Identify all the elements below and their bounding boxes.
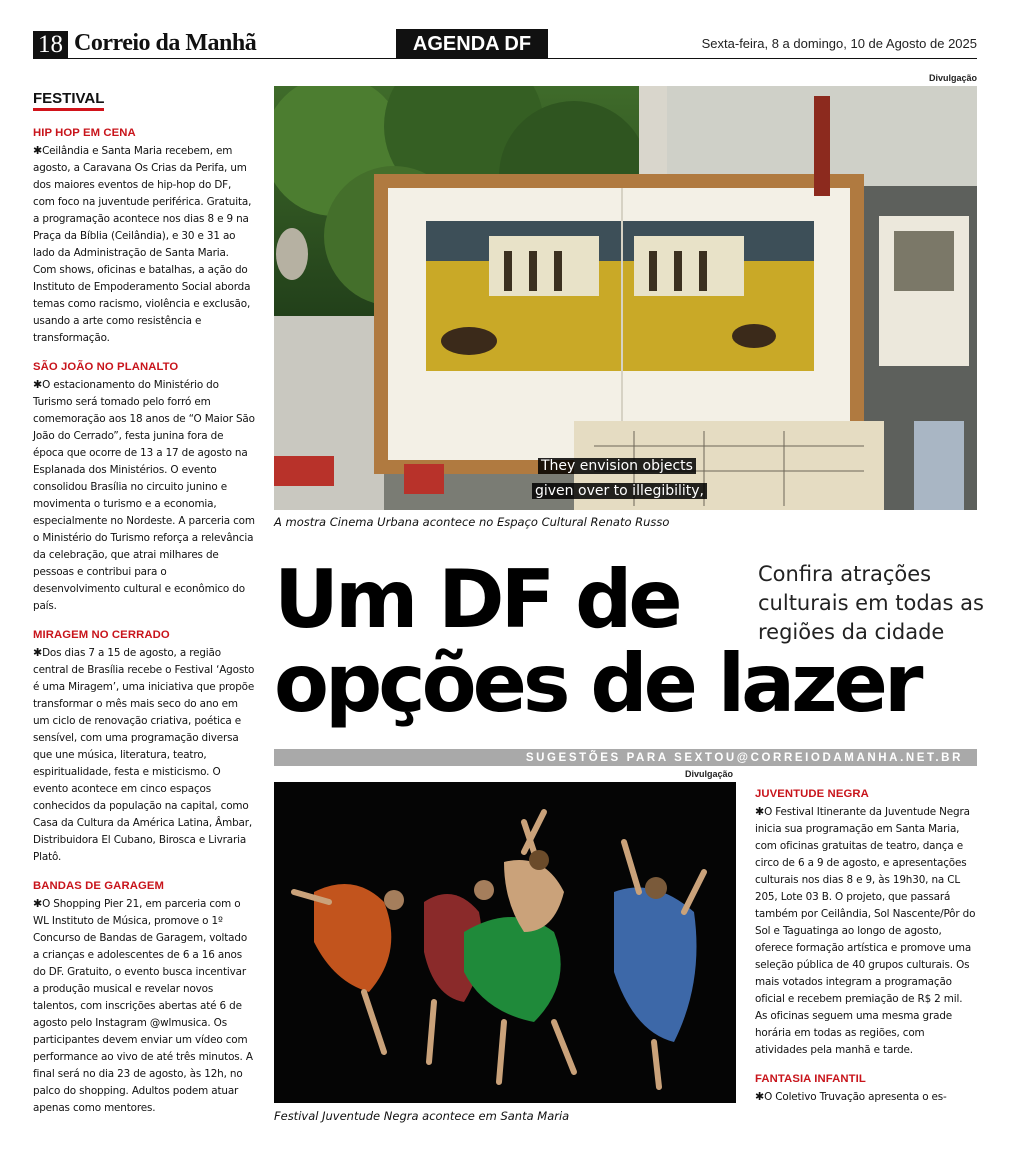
dance-photo-illustration bbox=[274, 782, 736, 1103]
section-kicker: FESTIVAL bbox=[33, 90, 104, 111]
article-body: ✱O estacionamento do Ministério do Turismo será tomado pelo forró em comemoração aos 18 anos de “O Maior São João do Cerrado”, festa junina fora de época que ocorre de 13 a 17 de agosto na Esplanada dos Ministérios. O evento consolidou Brasília no circuito junino e movimenta o turismo e a economia, especialmente no Nordeste. A parceria com o Ministério do Turismo reforça a relevância da celebração, que atrai milhares de pessoas e contribui para o desenvolvimento cultural e econômico do país. bbox=[33, 378, 255, 612]
bullet-star-icon: ✱ bbox=[755, 805, 765, 818]
right-column bbox=[755, 788, 977, 1115]
newspaper-name: Correio da Manhã bbox=[74, 30, 257, 56]
contact-bar: SUGESTÕES PARA SEXTOU@CORREIODAMANHA.NET.BR bbox=[274, 749, 977, 766]
video-subtitle-line: They envision objects bbox=[538, 457, 696, 475]
section-title: AGENDA DF bbox=[396, 29, 548, 58]
article-body: ✱O Coletivo Truvação apresenta o es- bbox=[755, 1090, 947, 1103]
article-title: HIP HOP EM CENA bbox=[33, 127, 136, 139]
article-body: ✱Ceilândia e Santa Maria recebem, em agosto, a Caravana Os Crias da Perifa, um dos maiores eventos de hip-hop do DF, com foco na juventude periférica. Gratuita, a programação acontece nos dias 8 e 9 na Praça da Bíblia (Ceilândia), e 30 e 31 ao lado da Administração de Santa Maria. Com shows, oficinas e batalhas, a ação do Instituto de Empoderamento Social aborda temas como racismo, violência e exclusão, usando a arte como resistência e transformação. bbox=[33, 144, 252, 344]
bullet-star-icon: ✱ bbox=[33, 144, 43, 157]
article-title: JUVENTUDE NEGRA bbox=[755, 788, 869, 800]
issue-date: Sexta-feira, 8 a domingo, 10 de Agosto de 2025 bbox=[701, 36, 977, 51]
article-title: SÃO JOÃO NO PLANALTO bbox=[33, 361, 179, 373]
header-rule bbox=[33, 58, 977, 59]
headline-line: opções de lazer bbox=[274, 637, 920, 730]
photo-caption: Festival Juventude Negra acontece em Santa Maria bbox=[274, 1109, 570, 1123]
article-title: BANDAS DE GARAGEM bbox=[33, 880, 164, 892]
article-body: ✱O Shopping Pier 21, em parceria com o WL Instituto de Música, promove o 1º Concurso de Bandas de Garagem, voltado a crianças e adolescentes de 6 a 16 anos do DF. Gratuito, o evento busca incentivar a produção musical e revelar novos talentos, com inscrições abertas até 6 de agosto pelo Instagram @wlmusica. Os participantes devem enviar um vídeo com performance ao vivo de até três minutos. A final será no dia 23 de agosto, às 12h, no palco do shopping. Adultos podem atuar apenas como mentores. bbox=[33, 897, 253, 1114]
dance-photo bbox=[274, 782, 736, 1103]
article-body: ✱O Festival Itinerante da Juventude Negra inicia sua programação em Santa Maria, com oficinas gratuitas de teatro, dança e circo de 6 a 9 de agosto, e apresentações culturais nos dias 8 e 9, às 19h30, na CL 205, Lote 03 B. O projeto, que passará também por Ceilândia, Sol Nascente/Pôr do Sol e Taguatinga ao longo de agosto, oferece formação artística e promove uma seleção pública de 40 grupos culturais. Os mais votados integram a programação oficial e recebem premiação de R$ 2 mil. As oficinas seguem uma mesma grade horária em todas as regiões, com atividades pela manhã e tarde. bbox=[755, 805, 976, 1056]
cinema-photo bbox=[274, 86, 977, 510]
photo-credit: Divulgação bbox=[928, 73, 977, 83]
headline-line: Um DF de bbox=[274, 553, 679, 646]
bullet-star-icon: ✱ bbox=[33, 646, 43, 659]
page-number: 18 bbox=[33, 31, 68, 58]
article-title: MIRAGEM NO CERRADO bbox=[33, 629, 170, 641]
bullet-star-icon: ✱ bbox=[755, 1090, 765, 1103]
bullet-star-icon: ✱ bbox=[33, 897, 43, 910]
headline-deck: Confira atrações culturais em todas as regiões da cidade bbox=[758, 562, 984, 644]
article-title: FANTASIA INFANTIL bbox=[755, 1073, 866, 1085]
video-subtitle-line: given over to illegibility, bbox=[532, 482, 707, 500]
left-column bbox=[33, 88, 255, 1126]
cinema-photo-illustration bbox=[274, 86, 977, 510]
article-body: ✱Dos dias 7 a 15 de agosto, a região central de Brasília recebe o Festival ‘Agosto é uma Miragem’, uma iniciativa que propõe transformar o mês mais seco do ano em um ciclo de renovação criativa, poética e sensível, com uma programação diversa que une música, literatura, teatro, espiritualidade, festa e misticismo. O evento acontece em cinco espaços conhecidos da população na capital, como Casa da Cultura da América Latina, Âmbar, Distribuidora El Cubano, Birosca e Livraria Platô. bbox=[33, 646, 255, 863]
bullet-star-icon: ✱ bbox=[33, 378, 43, 391]
photo-caption: A mostra Cinema Urbana acontece no Espaço Cultural Renato Russo bbox=[274, 515, 670, 529]
photo-credit: Divulgação bbox=[685, 769, 734, 779]
